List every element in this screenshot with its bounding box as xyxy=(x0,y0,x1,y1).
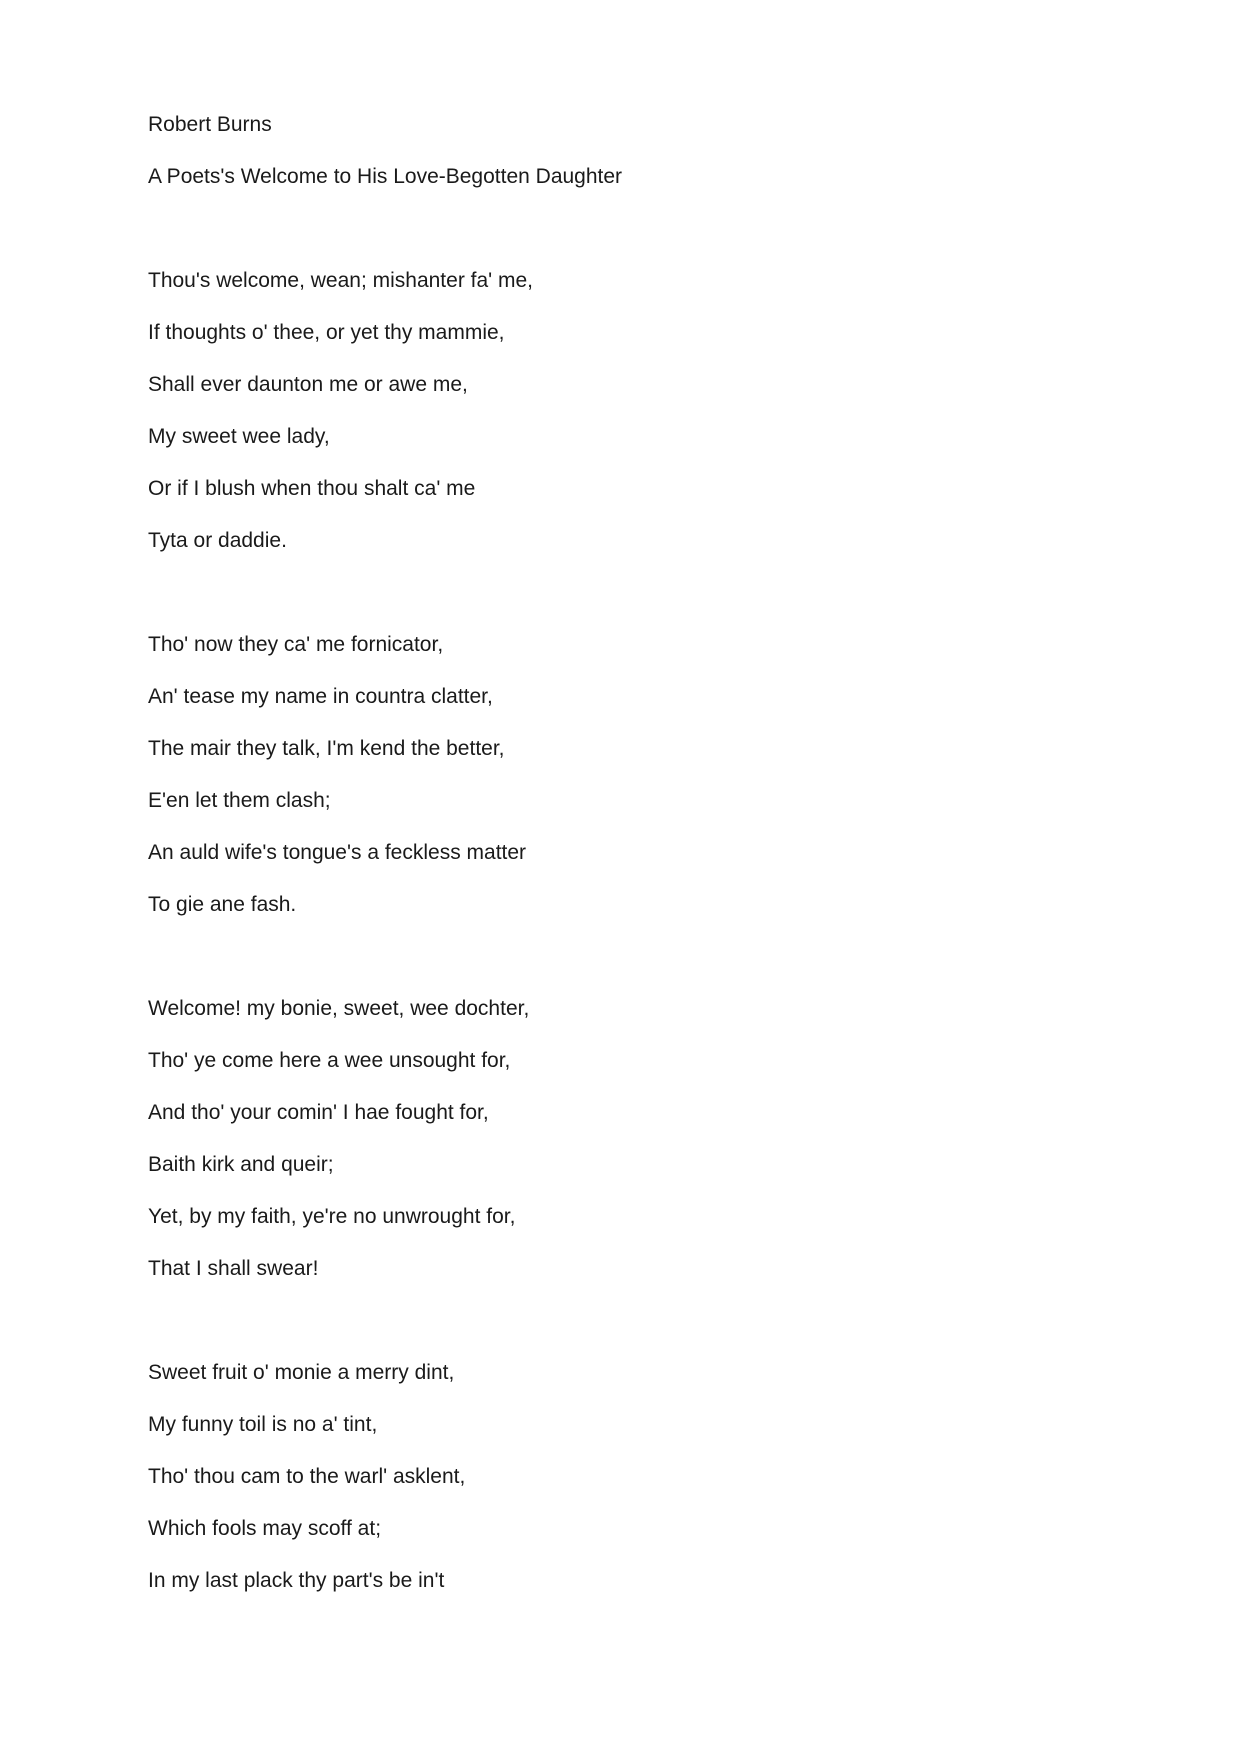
poem-line: My funny toil is no a' tint, xyxy=(148,1413,378,1436)
poem-line: The mair they talk, I'm kend the better, xyxy=(148,737,505,760)
blank-line xyxy=(148,942,1148,994)
poem-line: Welcome! my bonie, sweet, wee dochter, xyxy=(148,997,530,1020)
poem-line: Tho' thou cam to the warl' asklent, xyxy=(148,1465,466,1488)
poem-line: Sweet fruit o' monie a merry dint, xyxy=(148,1361,455,1384)
poem-line: Shall ever daunton me or awe me, xyxy=(148,373,468,396)
poem-text xyxy=(148,110,1148,1618)
author-name: Robert Burns xyxy=(148,113,272,136)
poem-line: Or if I blush when thou shalt ca' me xyxy=(148,477,476,500)
poem-line: E'en let them clash; xyxy=(148,789,331,812)
poem-line: Thou's welcome, wean; mishanter fa' me, xyxy=(148,269,534,292)
poem-line: If thoughts o' thee, or yet thy mammie, xyxy=(148,321,505,344)
blank-line xyxy=(148,578,1148,630)
poem-line: Baith kirk and queir; xyxy=(148,1153,334,1176)
poem-line: An' tease my name in countra clatter, xyxy=(148,685,493,708)
stanza-3 xyxy=(148,994,1148,1306)
poem-line: Tyta or daddie. xyxy=(148,529,287,552)
poem-line: Tho' now they ca' me fornicator, xyxy=(148,633,444,656)
poem-line: Tho' ye come here a wee unsought for, xyxy=(148,1049,511,1072)
poem-title: A Poets's Welcome to His Love-Begotten Daughter xyxy=(148,165,623,188)
poem-line: To gie ane fash. xyxy=(148,893,297,916)
poem-line: My sweet wee lady, xyxy=(148,425,330,448)
poem-line: That I shall swear! xyxy=(148,1257,319,1280)
poem-line: In my last plack thy part's be in't xyxy=(148,1569,445,1592)
stanza-1 xyxy=(148,266,1148,578)
blank-line xyxy=(148,214,1148,266)
poem-line: Yet, by my faith, ye're no unwrought for, xyxy=(148,1205,516,1228)
poem-line: Which fools may scoff at; xyxy=(148,1517,382,1540)
poem-line: And tho' your comin' I hae fought for, xyxy=(148,1101,489,1124)
stanza-4 xyxy=(148,1358,1148,1618)
blank-line xyxy=(148,1306,1148,1358)
stanza-2 xyxy=(148,630,1148,942)
poem-line: An auld wife's tongue's a feckless matter xyxy=(148,841,527,864)
